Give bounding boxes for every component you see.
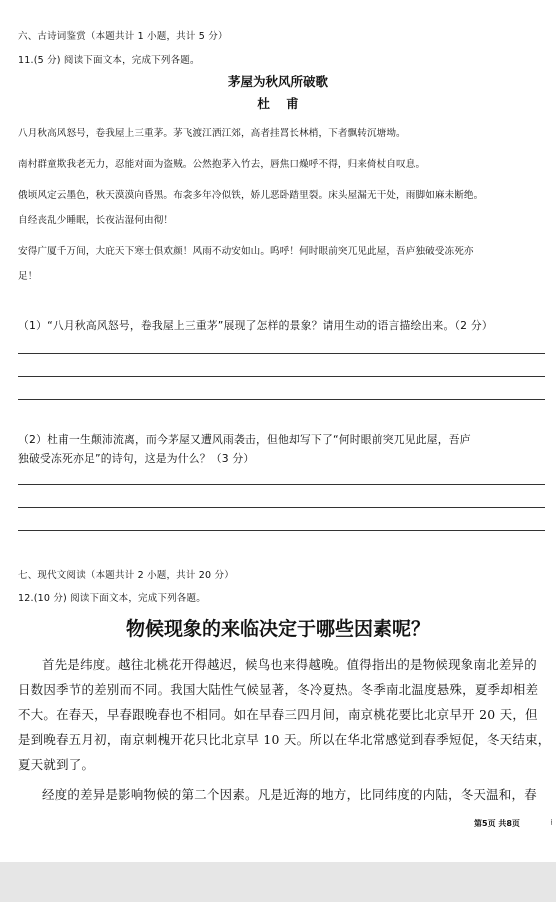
poem-line: 足！ [18,271,38,282]
answer-line[interactable] [18,353,545,354]
poem-line: 俄顷风定云墨色，秋天漠漠向昏黑。布衾多年冷似铁，娇儿恶卧踏里裂。床头屋漏无干处，雨脚如麻未断绝。 [18,190,484,201]
poem-author: 杜 甫 [257,96,305,111]
answer-line[interactable] [18,530,545,531]
page-edge-mark: 6 [551,818,552,827]
answer-line[interactable] [18,507,545,508]
question-2-text-line2: 独破受冻死亦足”的诗句，这是为什么？（3 分） [18,452,255,465]
question-1-text: （1）“八月秋高风怒号，卷我屋上三重茅”展现了怎样的景象？请用生动的语言描绘出来。（2 分） [18,319,493,332]
section-heading-modern-reading: 七、现代文阅读（本题共计 2 小题，共计 20 分） [18,570,234,581]
answer-line[interactable] [18,399,545,400]
essay-title: 物候现象的来临决定于哪些因素呢？ [125,618,430,640]
poem-title: 茅屋为秋风所破歌 [227,74,328,89]
essay-line: 是到晚春五月初，南京刺槐开花只比北京早 10 天。所以在华北常感觉到春季短促，冬天结束， [18,732,551,747]
essay-line: 日数因季节的差别而不同。我国大陆性气候显著，冬冷夏热。冬季南北温度悬殊，夏季却相差 [18,682,539,697]
answer-line[interactable] [18,484,545,485]
answer-line[interactable] [18,376,545,377]
essay-line: 首先是纬度。越往北桃花开得越迟，候鸟也来得越晚。值得指出的是物候现象南北差异的 [42,657,537,672]
essay-line: 夏天就到了。 [18,757,95,772]
essay-line: 不大。在春天，早春跟晚春也不相同。如在早春三四月间，南京桃花要比北京早开 20 天，但 [18,707,538,722]
question-2-text-line1: （2）杜甫一生颠沛流离，而今茅屋又遭风雨袭击，但他却写下了“何时眼前突兀见此屋，吾庐 [18,433,471,446]
question-11-intro: 11.(5 分) 阅读下面文本，完成下列各题。 [18,55,200,66]
poem-line: 南村群童欺我老无力，忍能对面为盗贼。公然抱茅入竹去，唇焦口燥呼不得，归来倚杖自叹息。 [18,159,426,170]
page-number: 第5页 共8页 [474,819,520,828]
poem-line: 八月秋高风怒号，卷我屋上三重茅。茅飞渡江洒江郊，高者挂罥长林梢，下者飘转沉塘坳。 [18,128,406,139]
essay-line: 经度的差异是影响物候的第二个因素。凡是近海的地方，比同纬度的内陆，冬天温和，春 [42,787,537,802]
poem-line: 安得广厦千万间，大庇天下寒士俱欢颜！风雨不动安如山。呜呼！何时眼前突兀见此屋，吾庐独破受冻死亦 [18,246,474,257]
section-heading-poetry: 六、古诗词鉴赏（本题共计 1 小题，共计 5 分） [18,31,228,42]
page-gap [0,862,556,902]
poem-line: 自经丧乱少睡眠，长夜沾湿何由彻！ [18,215,174,226]
question-12-intro: 12.(10 分) 阅读下面文本，完成下列各题。 [18,593,206,604]
